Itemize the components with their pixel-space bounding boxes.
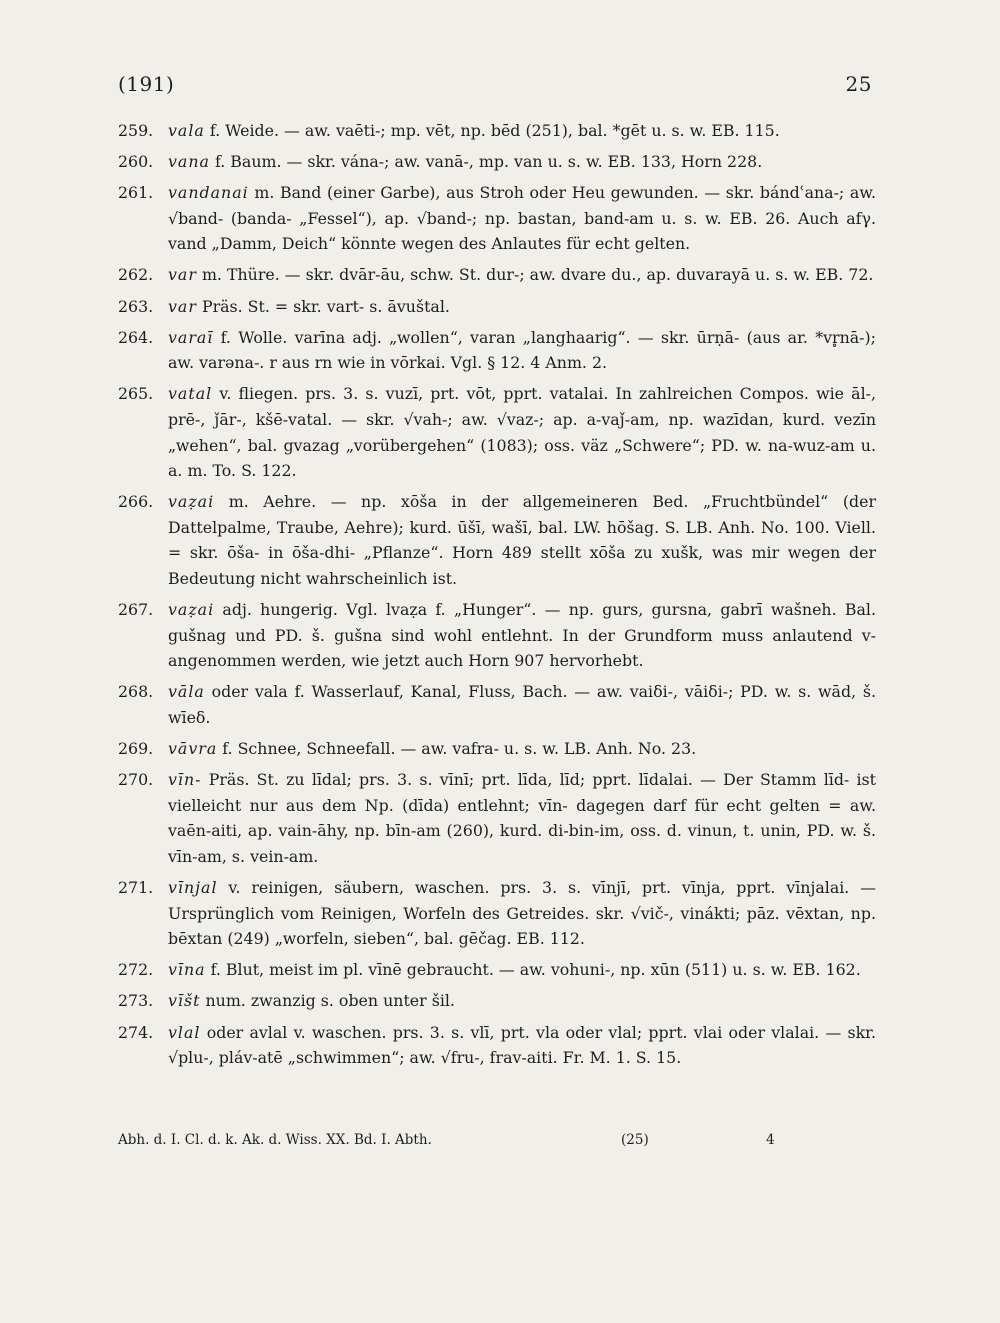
entry-headword: vatal [168, 384, 213, 404]
dictionary-entry [118, 1020, 876, 1071]
entry-text: f. Schnee, Schneefall. — aw. vafra- u. s. w. LB. Anh. No. 23. [222, 739, 697, 759]
dictionary-entry [118, 597, 876, 674]
entry-text: num. zwanzig s. oben unter šil. [205, 991, 455, 1011]
dictionary-entry [118, 489, 876, 591]
entry-headword: vīšt [168, 991, 201, 1011]
entry-text: v. reinigen, säubern, waschen. prs. 3. s. vīnjī, prt. vīnja, pprt. vīnjalai. — Ursprünglich vom Reinigen, Worfeln des Getreides. skr. √vič-, vinákti; pāz. vēxtan, np. bēxtan (249) „worfeln, sieben“, bal. gēčag. EB. 112. [168, 878, 876, 949]
footer-page: (25) [621, 1132, 649, 1148]
dictionary-entry [118, 988, 876, 1014]
entry-headword: var [168, 296, 197, 316]
entry-number: 263. [118, 296, 154, 316]
dictionary-entry [118, 149, 876, 175]
entry-number: 274. [118, 1022, 154, 1042]
entry-number: 266. [118, 492, 154, 512]
entry-number: 272. [118, 960, 154, 980]
entry-number: 264. [118, 327, 154, 347]
dictionary-entry [118, 325, 876, 376]
entry-text: v. fliegen. prs. 3. s. vuzī, prt. vōt, pprt. vatalai. In zahlreichen Compos. wie āl-, prē-, ǰār-, kšē-vatal. — skr. √vah-; aw. √vaz-; ap. a-vaǰ-am, np. wazīdan, kurd. vezīn „wehen“, bal. gvazag „vorübergehen“ (1083); oss. väz „Schwere“; PD. w. na-wuz-am u. a. m. To. S. 122. [168, 384, 876, 481]
entry-text: m. Thüre. — skr. dvār-āu, schw. St. dur-; aw. dvare du., ap. duvarayā u. s. w. EB. 72. [201, 265, 874, 285]
entry-text: f. Weide. — aw. vaēti-; mp. vēt, np. bēd (251), bal. *gēt u. s. w. EB. 115. [209, 121, 780, 140]
entry-headword: var [168, 265, 197, 285]
dictionary-entry [118, 118, 876, 144]
dictionary-entry [118, 262, 876, 288]
entry-text: oder vala f. Wasserlauf, Kanal, Fluss, Bach. — aw. vaiδi-, vāiδi-; PD. w. s. wād, š. wīeδ. [168, 682, 876, 727]
entry-headword: vaẓai [168, 492, 215, 512]
dictionary-entry [118, 679, 876, 730]
entry-number: 267. [118, 600, 154, 620]
entry-headword: vāvra [168, 739, 218, 759]
entry-headword: vandanai [168, 183, 249, 203]
page-header [118, 72, 872, 96]
entry-headword: vana [168, 152, 210, 172]
entry-number: 268. [118, 682, 154, 702]
footer-signature: 4 [766, 1132, 775, 1148]
dictionary-entry [118, 957, 876, 983]
entry-headword: vaẓai [168, 600, 215, 620]
entry-number: 265. [118, 384, 154, 404]
dictionary-entry [118, 767, 876, 869]
entry-text: f. Blut, meist im pl. vīnē gebraucht. — aw. vohuni-, np. xūn (511) u. s. w. EB. 162. [210, 960, 861, 980]
header-left: (191) [118, 72, 175, 96]
entry-list [118, 118, 876, 1076]
entry-text: adj. hungerig. Vgl. lvaẓa f. „Hunger“. — np. gurs, gursna, gabrī wašneh. Bal. gušnag und PD. š. gušna sind wohl entlehnt. In der Grundform muss anlautend v- angenommen werden, wie jetzt auch Horn 907 hervorhebt. [168, 600, 876, 671]
entry-text: f. Baum. — skr. vána-; aw. vanā-, mp. van u. s. w. EB. 133, Horn 228. [214, 152, 763, 172]
dictionary-entry [118, 736, 876, 762]
dictionary-entry [118, 294, 876, 320]
entry-headword: vāla [168, 682, 205, 702]
entry-headword: vala [168, 121, 205, 140]
entry-number: 269. [118, 739, 154, 759]
entry-headword: varaī [168, 327, 214, 347]
entry-text: Präs. St. zu līdal; prs. 3. s. vīnī; prt. līda, līd; pprt. līdalai. — Der Stamm līd- ist vielleicht nur aus dem Np. (dīda) entlehnt; vīn- dagegen darf für echt gelten = aw. vaēn-aiti, ap. vain-āhy, np. bīn-am (260), kurd. di-bin-im, oss. d. vinun, t. unin, PD. w. š. vīn-am, s. vein-am. [168, 770, 876, 866]
entry-headword: vlal [168, 1022, 201, 1042]
footer-reference: Abh. d. I. Cl. d. k. Ak. d. Wiss. XX. Bd. I. Abth. [118, 1132, 432, 1148]
entry-number: 259. [118, 121, 154, 140]
entry-number: 273. [118, 991, 154, 1011]
entry-number: 271. [118, 878, 154, 898]
entry-headword: vīn- [168, 770, 202, 790]
entry-headword: vīnjal [168, 878, 218, 898]
dictionary-entry [118, 875, 876, 952]
entry-text: f. Wolle. varīna adj. „wollen“, varan „langhaarig“. — skr. ūrṇā- (aus ar. *vr̥nā-); aw. varəna-. r aus rn wie in vōrkai. Vgl. § 12. 4 Anm. 2. [168, 327, 876, 373]
entry-headword: vīna [168, 960, 206, 980]
entry-number: 261. [118, 183, 154, 203]
entry-number: 270. [118, 770, 154, 790]
dictionary-entry [118, 180, 876, 257]
dictionary-entry [118, 381, 876, 483]
page-number: 25 [845, 72, 872, 96]
entry-text: m. Band (einer Garbe), aus Stroh oder Heu gewunden. — skr. bándʿana-; aw. √band- (banda- „Fessel“), ap. √band-; np. bastan, band-am u. s. w. EB. 26. Auch afγ. vand „Damm, Deich“ könnte wegen des Anlautes für echt gelten. [168, 183, 876, 254]
entry-text: m. Aehre. — np. xōša in der allgemeineren Bed. „Fruchtbündel“ (der Dattelpalme, Traube, Aehre); kurd. ūšī, wašī, bal. LW. hōšag. S. LB. Anh. No. 100. Viell. = skr. ōša- in ōša-dhi- „Pflanze“. Horn 489 stellt xōša zu xušk, was mir wegen der Bedeutung nicht wahrscheinlich ist. [168, 492, 876, 588]
entry-number: 262. [118, 265, 154, 285]
entry-number: 260. [118, 152, 154, 172]
entry-text: Präs. St. = skr. vart- s. āvuštal. [201, 296, 450, 316]
entry-text: oder avlal v. waschen. prs. 3. s. vlī, prt. vla oder vlal; pprt. vlai oder vlalai. — skr. √plu-, pláv-atē „schwimmen“; aw. √fru-, frav-aiti. Fr. M. 1. S. 15. [168, 1022, 876, 1068]
